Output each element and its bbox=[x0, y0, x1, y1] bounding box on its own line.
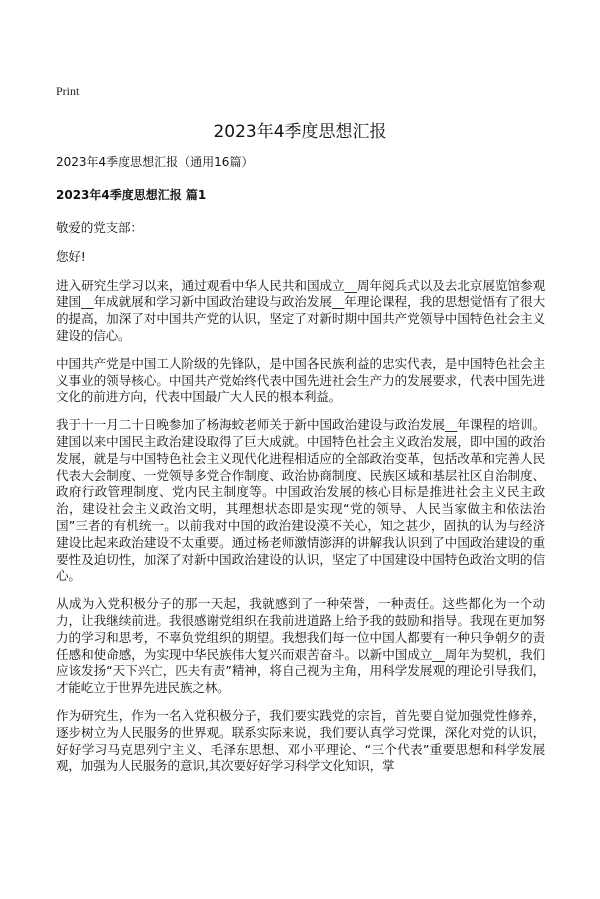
document-subtitle: 2023年4季度思想汇报（通用16篇） bbox=[56, 155, 254, 169]
paragraph-2: 中国共产党是中国工人阶级的先锋队，是中国各民族利益的忠实代表，是中国特色社会主义事业的领导核心。中国共产党始终代表中国先进社会生产力的发展要求，代表中国先进文化的前进方向，代表中国最广大人民的根本利益。 bbox=[56, 355, 545, 405]
paragraph-4: 从成为入党积极分子的那一天起，我就感到了一种荣誉，一种责任。这些都化为一个动力，让我继续前进。我很感谢党组织在我前进道路上给予我的鼓励和指导。我现在更加努力的学习和思考，不辜负党组织的期望。我想我们每一位中国人都要有一种只争朝夕的责任感和使命感，为实现中华民族伟大复兴而艰苦奋斗。以新中国成立__周年为契机，我们应该发扬“天下兴亡，匹夫有责”精神，将自己视为主角，用科学发展观的理论引导我们，才能屹立于世界先进民族之林。 bbox=[56, 596, 545, 696]
section-heading: 2023年4季度思想汇报 篇1 bbox=[56, 188, 207, 202]
paragraph-1: 进入研究生学习以来，通过观看中华人民共和国成立__周年阅兵式以及去北京展览馆参观建国__年成就展和学习新中国政治建设与政治发展__年理论课程，我的思想觉悟有了很大的提高，加深了对中国共产党的认识，坚定了对新时期中国共产党领导中国特色社会主义建设的信心。 bbox=[56, 277, 545, 343]
greeting: 您好! bbox=[56, 248, 86, 264]
paragraph-5: 作为研究生，作为一名入党积极分子，我们要实践党的宗旨，首先要自觉加强党性修养，逐步树立为人民服务的世界观。联系实际来说，我们要认真学习党课，深化对党的认识，好好学习马克思列宁主义、毛泽东思想、邓小平理论、“三个代表”重要思想和科学发展观，加强为人民服务的意识,其次要好好学习科学文化知识，掌 bbox=[56, 707, 545, 774]
paragraph-3: 我于十一月二十日晚参加了杨海蛟老师关于新中国政治建设与政治发展__年课程的培训。建国以来中国民主政治建设取得了巨大成就。中国特色社会主义政治发展，即中国的政治发展，就是与中国特色社会主义现代化进程相适应的全部政治变革，包括改革和完善人民代表大会制度、一党领导多党合作制度、政治协商制度、民族区域和基层社区自治制度、政府行政管理制度、党内民主制度等。中国政治发展的核心目标是推进社会主义民主政治，建设社会主义政治文明，其理想状态即是实现“党的领导、人民当家做主和依法治国”三者的有机统一。以前我对中国的政治建设漠不关心，知之甚少，固执的认为与经济建设比起来政治建设不太重要。通过杨老师激情澎湃的讲解我认识到了中国政治建设的重要性及迫切性，加深了对新中国政治建设的认识，坚定了中国建设中国特色政治文明的信心。 bbox=[56, 417, 545, 584]
salutation: 敬爱的党支部： bbox=[56, 220, 143, 235]
page-title: 2023年4季度思想汇报 bbox=[213, 122, 387, 142]
print-label: Print bbox=[56, 84, 80, 98]
document-body bbox=[56, 154, 545, 786]
